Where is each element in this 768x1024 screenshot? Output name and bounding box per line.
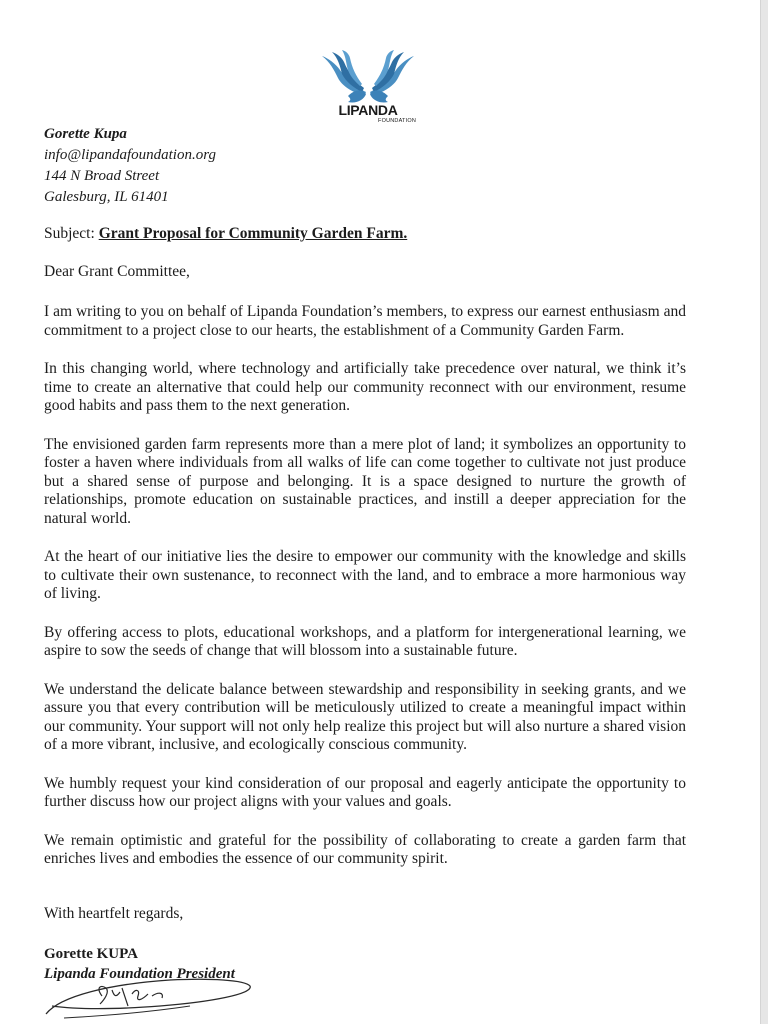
handwritten-signature [40,966,260,1024]
body-paragraph: We remain optimistic and grateful for the possibility of collaborating to create a garden farm that enriches lives and embodies the essence of our community spirit. [44,831,686,867]
letter-body [44,303,686,889]
closing: With heartfelt regards, [44,905,184,922]
salutation: Dear Grant Committee, [44,263,190,280]
foundation-logo [318,48,418,134]
body-paragraph: I am writing to you on behalf of Lipanda Foundation’s members, to express our earnest enthusiasm and commitment to a project close to our hearts, the establishment of a Community Garden Farm. [44,303,686,339]
sender-name: Gorette Kupa [44,126,127,142]
body-paragraph: At the heart of our initiative lies the desire to empower our community with the knowledge and skills to cultivate their own sustenance, to reconnect with the land, and to embrace a more harmonious way of living. [44,548,686,602]
body-paragraph: By offering access to plots, educational workshops, and a platform for intergenerational learning, we aspire to sow the seeds of change that will blossom into a sustainable future. [44,623,686,659]
body-paragraph: In this changing world, where technology and artificially take precedence over natural, we think it’s time to create an alternative that could help our community reconnect with our environment, resume good habits and pass them to the next generation. [44,360,686,414]
sender-city: Galesburg, IL 61401 [44,189,169,205]
sender-email: info@lipandafoundation.org [44,147,217,163]
subject-label: Subject: [44,225,95,242]
sender-street: 144 N Broad Street [44,168,160,184]
subject-line [44,224,407,244]
body-paragraph: We humbly request your kind consideration of our proposal and eagerly anticipate the opportunity to further discuss how our project aligns with your values and goals. [44,774,686,810]
logo-name: LIPANDA [338,102,398,118]
subject-text: Grant Proposal for Community Garden Farm. [98,225,408,242]
body-paragraph: We understand the delicate balance between stewardship and responsibility in seeking grants, and we assure you that every contribution will be meticulously utilized to create a meaningful impact within our community. Your support will not only help realize this project but will also nurture a shared vision of a more vibrant, inclusive, and ecologically conscious community. [44,680,686,753]
signer-title: Lipanda Foundation President [44,966,235,982]
doves-icon [318,48,418,108]
page-edge [760,0,768,1024]
logo-subtitle: FOUNDATION [378,118,416,124]
sender-block [44,124,216,208]
signer-name: Gorette KUPA [44,946,138,962]
body-paragraph: The envisioned garden farm represents more than a mere plot of land; it symbolizes an opportunity to foster a haven where individuals from all walks of life can come together to cultivate not just produce but a shared sense of purpose and belonging. It is a space designed to nurture the growth of relationships, promote education on sustainable practices, and instill a deeper appreciation for the natural world. [44,435,686,527]
